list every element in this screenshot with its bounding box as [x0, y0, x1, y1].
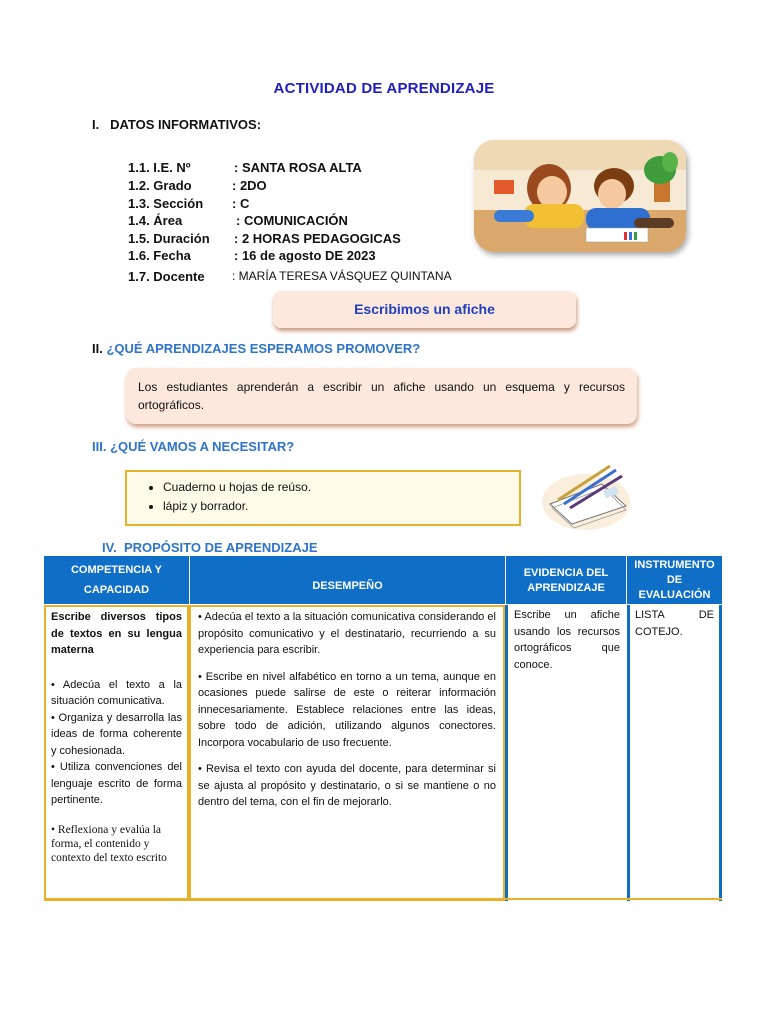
evidencia-text: Escribe un afiche usando los recursos ortográficos que conoce.	[514, 609, 620, 671]
info-value-seccion: : C	[232, 196, 250, 211]
info-value-docente: : MARÍA TERESA VÁSQUEZ QUINTANA	[232, 269, 452, 283]
section-1-number: I.	[92, 117, 100, 132]
table-bottom-border	[44, 898, 722, 900]
material-item: • Cuaderno u hojas de reúso.	[163, 478, 519, 497]
info-row-duracion: 1.5. Duración : 2 HORAS PEDAGOGICAS	[128, 231, 401, 246]
info-row-fecha: 1.6. Fecha : 16 de agosto DE 2023	[128, 248, 376, 263]
evidencia-cell	[505, 605, 626, 901]
info-value-fecha: : 16 de agosto DE 2023	[234, 248, 376, 263]
activity-title-banner: Escribimos un afiche	[273, 291, 576, 328]
capacidad-item: • Organiza y desarrolla las ideas de forma coherente y cohesionada.	[51, 711, 182, 757]
header-competencia: COMPETENCIA Y CAPACIDAD	[44, 556, 189, 604]
instrumento-cell	[627, 605, 722, 901]
section-2-heading	[92, 341, 420, 356]
info-row-grado: 1.2. Grado : 2DO	[128, 178, 267, 193]
capacidad-item: • Reflexiona y evalúa la forma, el contenido y contexto del texto escrito	[51, 823, 167, 864]
header-evidencia: EVIDENCIA DEL APRENDIZAJE	[506, 556, 626, 604]
children-reading-illustration	[474, 140, 686, 252]
section-3-heading	[92, 439, 294, 454]
info-value-area: : COMUNICACIÓN	[236, 213, 348, 228]
document-title: ACTIVIDAD DE APRENDIZAJE	[273, 80, 495, 97]
info-row-area: 1.4. Área : COMUNICACIÓN	[128, 213, 348, 228]
info-value-ie: : SANTA ROSA ALTA	[234, 160, 362, 175]
material-item: • lápiz y borrador.	[163, 497, 519, 516]
instrumento-text: LISTA DE COTEJO.	[635, 609, 714, 638]
materials-list	[127, 478, 519, 516]
info-row-docente: 1.7. Docente : MARÍA TERESA VÁSQUEZ QUINTANA	[128, 269, 452, 284]
info-row-seccion: 1.3. Sección : C	[128, 196, 250, 211]
section-2-number: II.	[92, 341, 103, 356]
section-4-number: IV.	[102, 540, 117, 555]
pencils-drawing	[540, 462, 632, 532]
section-4-title: PROPÓSITO DE APRENDIZAJE	[123, 540, 318, 555]
capacidad-item: • Adecúa el texto a la situación comunicativa.	[51, 678, 182, 707]
desempeno-item: • Adecúa el texto a la situación comunicativa considerando el propósito comunicativo y el destinatario, recurriendo a su experiencia para escribir.	[198, 611, 496, 656]
section-4-heading	[102, 540, 318, 555]
header-desempeno: DESEMPEÑO	[190, 556, 505, 604]
section-3-number: III.	[92, 439, 107, 454]
children-drawing	[474, 140, 686, 252]
desempeno-cell	[189, 605, 505, 901]
competencia-cell	[44, 605, 189, 901]
section-1-heading	[92, 117, 261, 132]
info-value-duracion: : 2 HORAS PEDAGOGICAS	[234, 231, 401, 246]
competencia-title: Escribe diversos tipos de textos en su lengua materna	[51, 611, 182, 656]
desempeno-item: • Escribe en nivel alfabético en torno a un tema, aunque en ocasiones puede salirse de este o reiterar información innecesariamente. Establece relaciones entre las ideas, sobre todo de adición, utilizando algunos conectores. Incorpora vocabulario de uso frecuente.	[198, 670, 496, 749]
section-1-title: DATOS INFORMATIVOS:	[110, 117, 262, 132]
learning-description-box	[126, 368, 637, 424]
info-row-ie: 1.1. I.E. Nº : SANTA ROSA ALTA	[128, 160, 362, 175]
section-3-title: ¿QUÉ VAMOS A NECESITAR?	[110, 439, 295, 454]
desempeno-item: • Revisa el texto con ayuda del docente, para determinar si se ajusta al propósito y destinatario, o si se mantiene o no dentro del tema, con el fin de mejorarlo.	[198, 763, 496, 808]
info-value-grado: : 2DO	[232, 178, 267, 193]
notebook-pencils-illustration	[540, 462, 632, 532]
section-2-title: ¿QUÉ APRENDIZAJES ESPERAMOS PROMOVER?	[106, 341, 421, 356]
header-instrumento: INSTRUMENTO DE EVALUACIÓN	[627, 556, 722, 604]
learning-text: Los estudiantes aprenderán a escribir un afiche usando un esquema y recursos ortográficos.	[138, 380, 625, 412]
capacidad-item: • Utiliza convenciones del lenguaje escrito de forma pertinente.	[51, 761, 182, 806]
materials-box	[125, 470, 521, 526]
